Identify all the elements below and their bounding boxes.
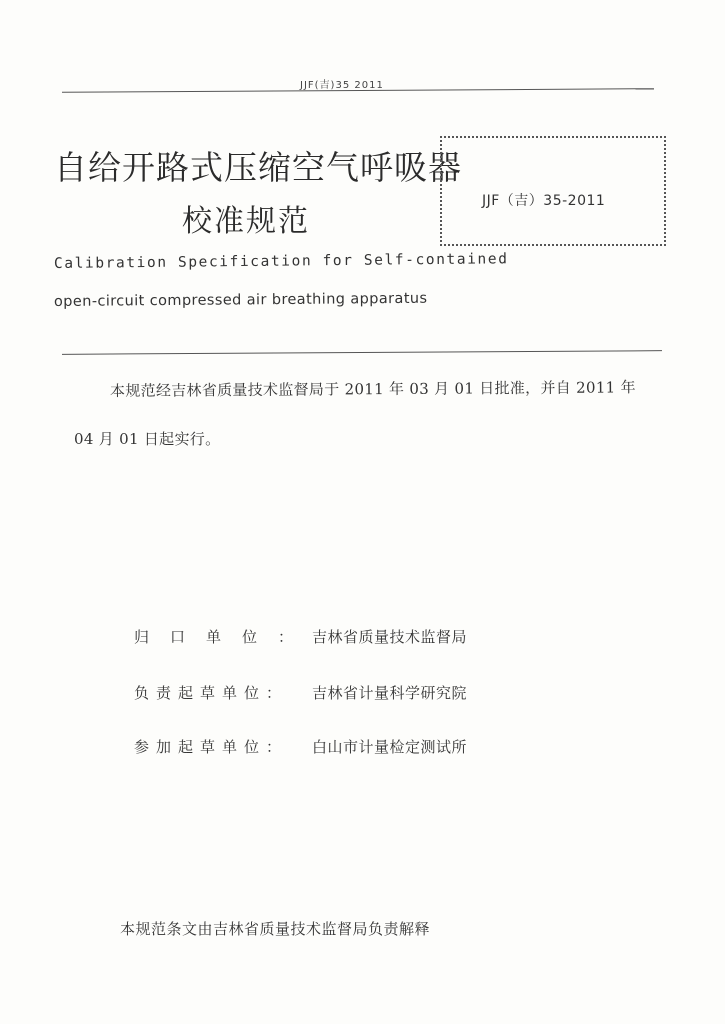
org-value-responsible: 吉林省质量技术监督局	[312, 628, 468, 646]
org-label-participating: 参加起草单位：	[134, 738, 289, 756]
english-title-line-2: open-circuit compressed air breathing apparatus	[53, 290, 428, 310]
english-title-line-1: Calibration Specification for Self-contained	[53, 251, 509, 272]
org-label-drafting: 负责起草单位：	[134, 684, 289, 702]
standard-code: JJF（吉）35-2011	[482, 193, 606, 209]
org-label-responsible: 归口单位：	[134, 628, 315, 646]
standard-code-box	[440, 136, 666, 246]
document-title: 自给开路式压缩空气呼吸器	[54, 148, 462, 187]
interpretation-note: 本规范条文由吉林省质量技术监督局负责解释	[120, 920, 431, 938]
org-value-drafting: 吉林省计量科学研究院	[312, 684, 468, 702]
document-subtitle: 校准规范	[182, 204, 310, 239]
approval-statement-line-1: 本规范经吉林省质量技术监督局于 2011 年 03 月 01 日批准，并自 2011 年	[109, 378, 636, 400]
header-standard-code: JJF(吉)35 2011	[300, 80, 384, 91]
section-rule	[62, 350, 662, 355]
approval-statement-line-2: 04 月 01 日起实行。	[74, 430, 221, 448]
org-value-participating: 白山市计量检定测试所	[312, 738, 468, 756]
